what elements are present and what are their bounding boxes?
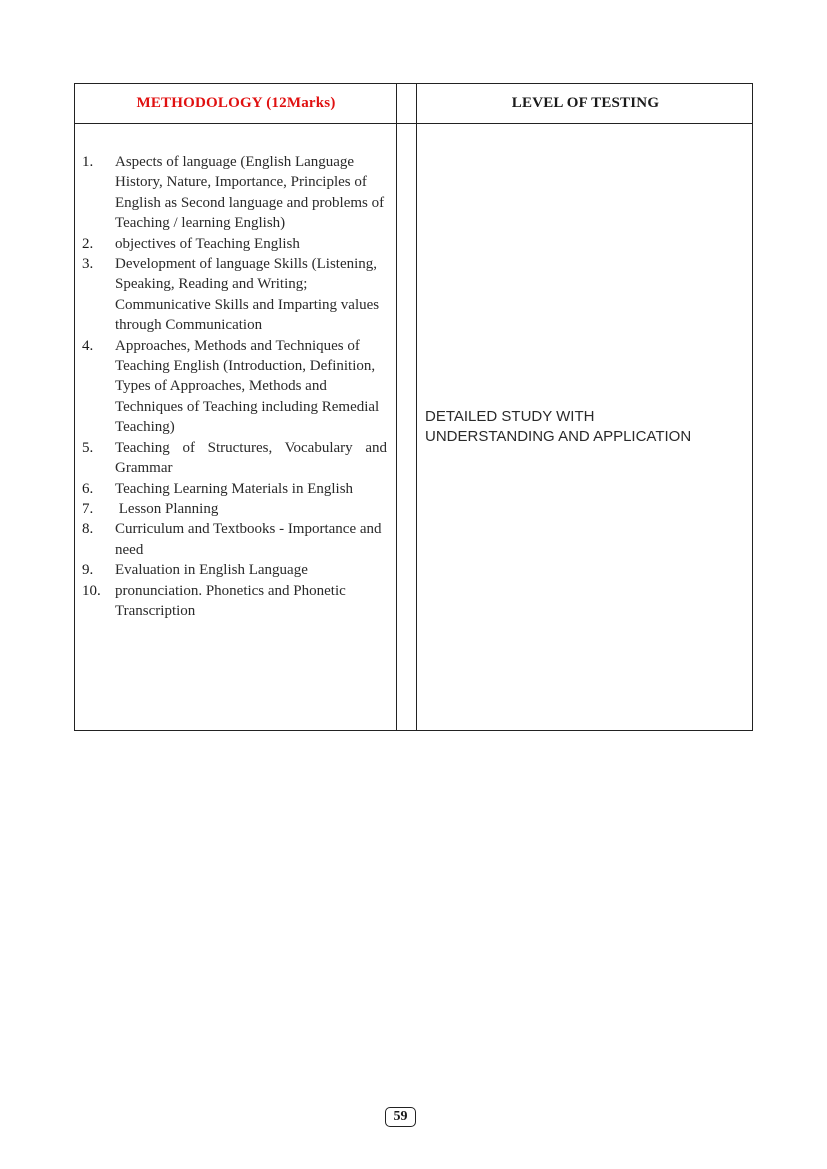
list-item <box>82 479 387 499</box>
level-of-testing-header: LEVEL OF TESTING <box>511 95 660 111</box>
item-text: Evaluation in English Language <box>115 562 308 579</box>
item-text: Development of language Skills (Listening, Speaking, Reading and Writing; Communicative Skills and Imparting values through Communication <box>115 256 380 334</box>
list-item <box>82 438 387 479</box>
list-item <box>82 499 387 519</box>
header-divider <box>75 123 752 124</box>
item-text: objectives of Teaching English <box>115 235 300 252</box>
item-text: Lesson Planning <box>115 500 219 517</box>
item-text: pronunciation. Phonetics and Phonetic Transcription <box>115 582 346 619</box>
page-number: 59 <box>385 1107 416 1127</box>
item-text: Aspects of language (English Language History, Nature, Importance, Principles of English as Second language and problems of Teaching / learning English) <box>115 154 385 232</box>
list-item <box>82 336 387 438</box>
list-item <box>82 560 387 580</box>
item-number: 1. <box>82 154 94 170</box>
level-of-testing-text <box>425 407 750 448</box>
item-text: Teaching Learning Materials in English <box>115 480 354 497</box>
item-text: Approaches, Methods and Techniques of Teaching English (Introduction, Definition, Types of Approaches, Methods and Techniques of Teaching including Remedial Teaching) <box>115 337 380 436</box>
item-number: 10. <box>82 582 101 599</box>
item-number: 2. <box>82 235 94 252</box>
item-number: 7. <box>82 500 94 517</box>
level-text-line: UNDERSTANDING AND APPLICATION <box>425 428 692 446</box>
item-number: 8. <box>82 521 94 538</box>
column-divider <box>416 84 417 730</box>
item-number: 4. <box>82 337 94 354</box>
methodology-header: METHODOLOGY (12Marks) <box>136 95 336 111</box>
item-number: 3. <box>82 256 94 273</box>
list-item <box>82 152 387 234</box>
item-text: Teaching of Structures, Vocabulary and Grammar <box>115 439 387 477</box>
level-text-line: DETAILED STUDY WITH <box>425 408 595 425</box>
column-divider <box>396 84 397 730</box>
item-number: 6. <box>82 480 94 497</box>
item-text: Curriculum and Textbooks - Importance and need <box>115 521 382 558</box>
item-number: 5. <box>82 439 94 456</box>
syllabus-table <box>74 83 753 731</box>
topics-list <box>82 152 387 621</box>
list-item <box>82 581 387 622</box>
list-item <box>82 254 387 336</box>
item-number: 9. <box>82 562 94 579</box>
list-item <box>82 519 387 560</box>
list-item <box>82 234 387 254</box>
